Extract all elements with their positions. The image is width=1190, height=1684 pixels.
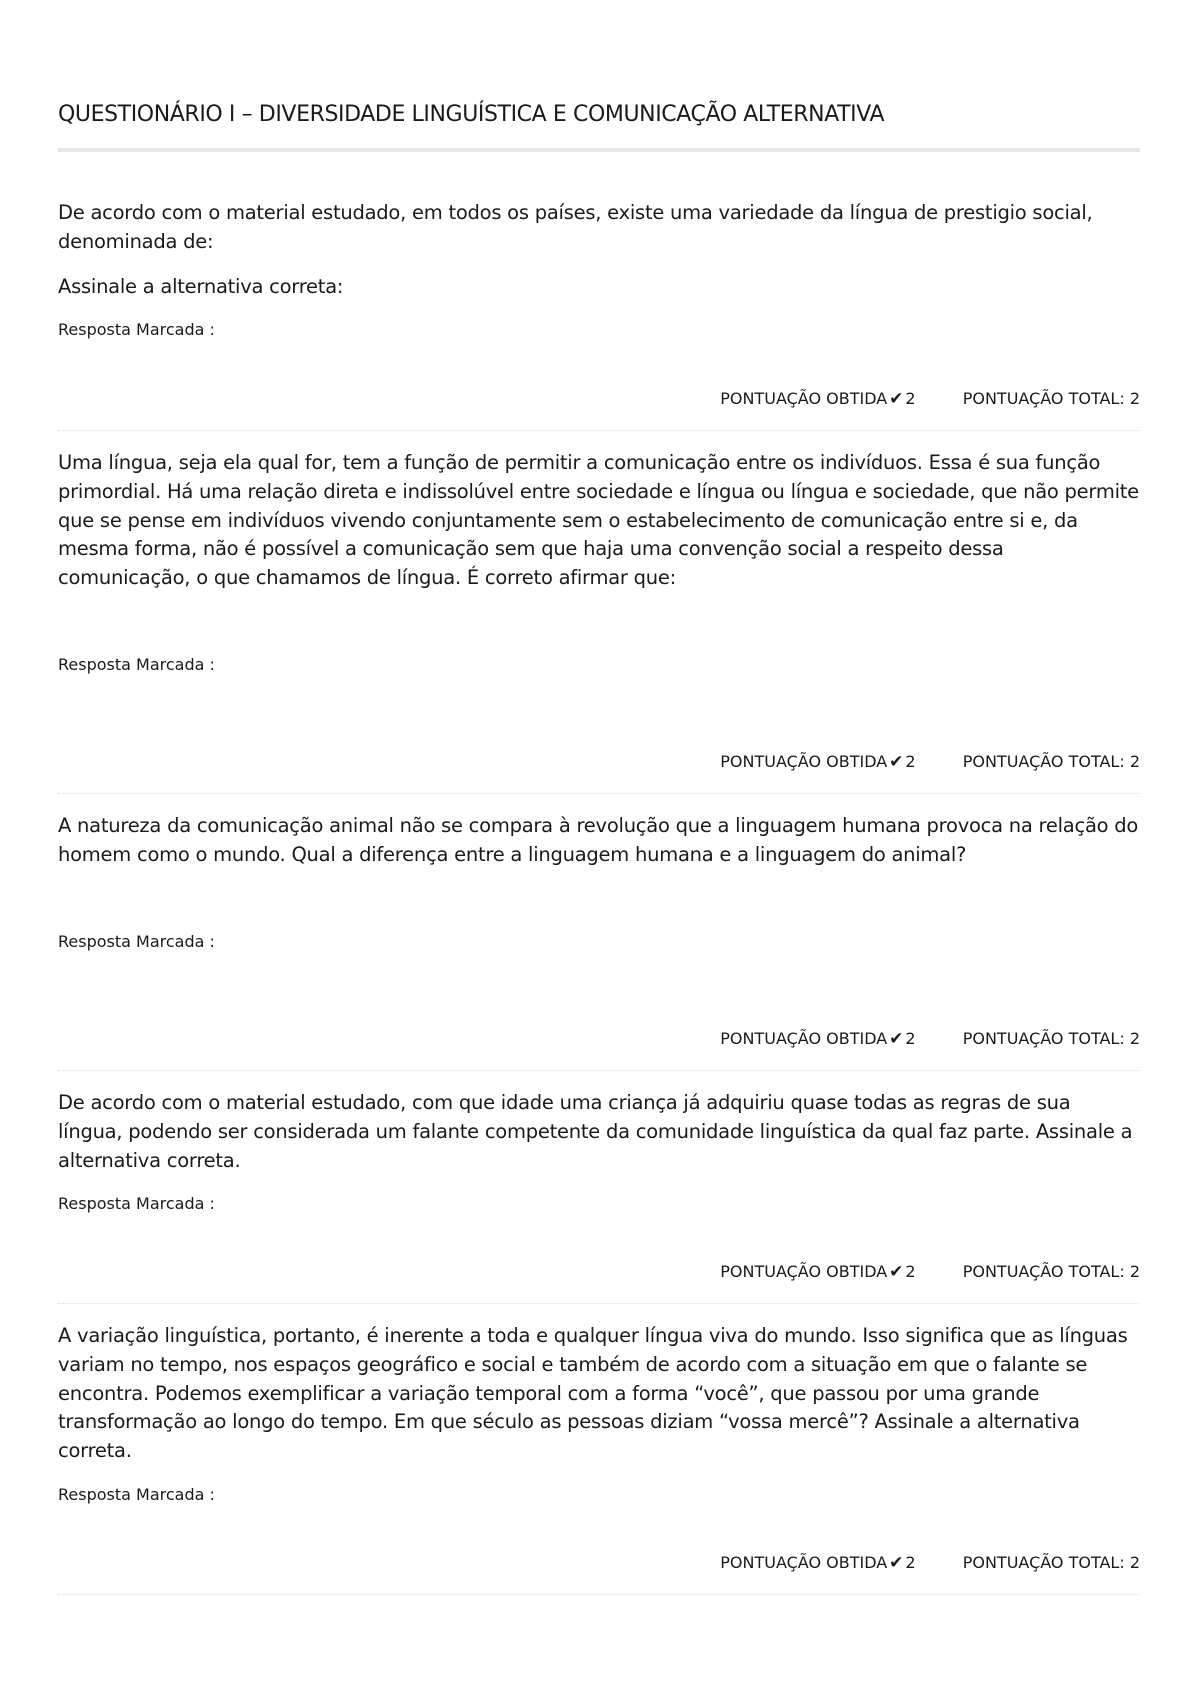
score-obtained-value: 2 xyxy=(905,752,916,771)
check-icon: ✔ xyxy=(889,1029,904,1049)
question-divider xyxy=(58,793,1140,794)
question-text: A natureza da comunicação animal não se compara à revolução que a linguagem humana provoca na relação do homem como o mundo. Qual a diferença entre a linguagem humana e a linguagem do animal? xyxy=(58,814,1139,866)
score-obtained-value: 2 xyxy=(905,1553,916,1572)
answer-label: Resposta Marcada : xyxy=(58,320,215,339)
question-text: De acordo com o material estudado, em todos os países, existe uma variedade da língua de prestigio social, denominada de: xyxy=(58,201,1093,253)
check-icon: ✔ xyxy=(889,1262,904,1282)
score-obtained-value: 2 xyxy=(905,1262,916,1281)
score-obtained-value: 2 xyxy=(905,389,916,408)
answer-label: Resposta Marcada : xyxy=(58,655,215,674)
score-row xyxy=(720,1262,1140,1282)
question-text: Uma língua, seja ela qual for, tem a função de permitir a comunicação entre os indivíduos. Essa é sua função primordial. Há uma relação direta e indissolúvel entre sociedade e língua ou língua e sociedade, que não permite que se pense em indivíduos vivendo conjuntamente sem o estabelecimento de comunicação entre si e, da mesma forma, não é possível a comunicação sem que haja uma convenção social a respeito dessa comunicação, o que chamamos de língua. É correto afirmar que: xyxy=(58,451,1139,590)
score-row xyxy=(720,1029,1140,1049)
score-total: PONTUAÇÃO TOTAL: 2 xyxy=(962,1262,1140,1281)
question-1 xyxy=(58,199,1140,257)
score-obtained-label: PONTUAÇÃO OBTIDA xyxy=(720,1029,888,1048)
question-3 xyxy=(58,812,1140,870)
score-obtained-value: 2 xyxy=(905,1029,916,1048)
score-total: PONTUAÇÃO TOTAL: 2 xyxy=(962,752,1140,771)
score-obtained-label: PONTUAÇÃO OBTIDA xyxy=(720,1553,888,1572)
question-divider xyxy=(58,1070,1140,1071)
score-row xyxy=(720,752,1140,772)
score-total: PONTUAÇÃO TOTAL: 2 xyxy=(962,389,1140,408)
question-5 xyxy=(58,1322,1140,1466)
question-instruction: Assinale a alternativa correta: xyxy=(58,275,344,298)
title-divider xyxy=(58,148,1140,152)
question-divider xyxy=(58,1594,1140,1595)
question-divider xyxy=(58,430,1140,431)
page-title: QUESTIONÁRIO I – DIVERSIDADE LINGUÍSTICA E COMUNICAÇÃO ALTERNATIVA xyxy=(58,102,885,127)
check-icon: ✔ xyxy=(889,1553,904,1573)
answer-label: Resposta Marcada : xyxy=(58,932,215,951)
score-obtained-label: PONTUAÇÃO OBTIDA xyxy=(720,752,888,771)
question-divider xyxy=(58,1303,1140,1304)
score-total: PONTUAÇÃO TOTAL: 2 xyxy=(962,1553,1140,1572)
question-text: De acordo com o material estudado, com que idade uma criança já adquiriu quase todas as regras de sua língua, podendo ser considerada um falante competente da comunidade linguística da qual faz parte. Assinale a alternativa correta. xyxy=(58,1091,1133,1172)
score-obtained-label: PONTUAÇÃO OBTIDA xyxy=(720,1262,888,1281)
check-icon: ✔ xyxy=(889,752,904,772)
score-row xyxy=(720,1553,1140,1573)
question-2 xyxy=(58,449,1140,593)
score-row xyxy=(720,389,1140,409)
answer-label-shared xyxy=(58,0,59,1)
answer-label: Resposta Marcada : xyxy=(58,1194,215,1213)
check-icon: ✔ xyxy=(889,389,904,409)
question-text: A variação linguística, portanto, é inerente a toda e qualquer língua viva do mundo. Isso significa que as línguas variam no tempo, nos espaços geográfico e social e também de acordo com a situação em que o falante se encontra. Podemos exemplificar a variação temporal com a forma “você”, que passou por uma grande transformação ao longo do tempo. Em que século as pessoas diziam “vossa mercê”? Assinale a alternativa correta. xyxy=(58,1324,1128,1463)
question-4 xyxy=(58,1089,1140,1175)
answer-label: Resposta Marcada : xyxy=(58,1485,215,1504)
score-total: PONTUAÇÃO TOTAL: 2 xyxy=(962,1029,1140,1048)
score-obtained-label: PONTUAÇÃO OBTIDA xyxy=(720,389,888,408)
